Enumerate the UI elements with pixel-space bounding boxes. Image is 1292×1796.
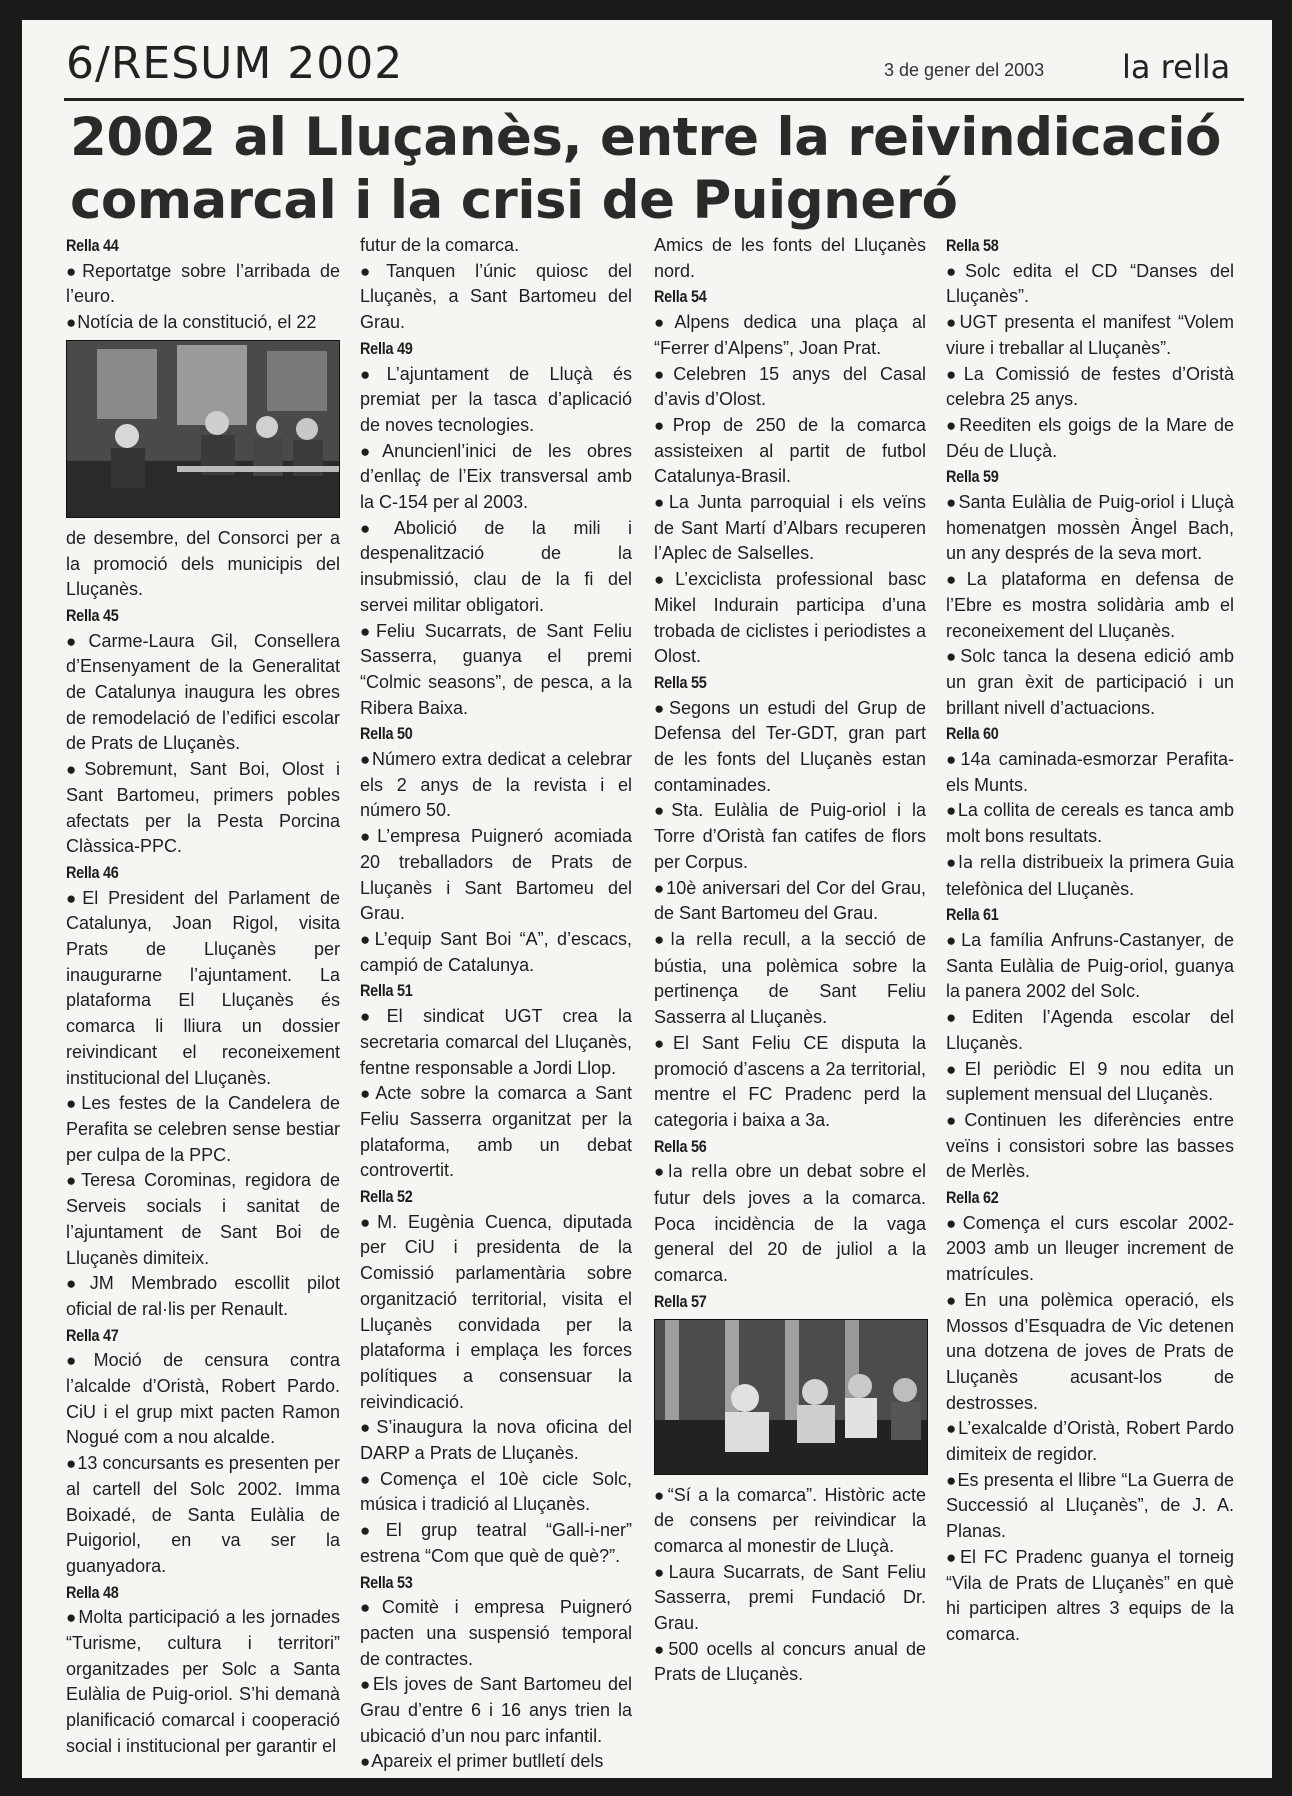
news-item: ● El President del Parlament de Catalunya, Joan Rigol, visita Prats de Lluçanès per inaugurarne l’ajuntament. La plataforma El Lluçanès és comarca li lliura un dossier reivindicant el reconeixement institucional del Lluçanès. bbox=[66, 886, 340, 1092]
news-item: ● Anuncienl’inici de les obres d’enllaç de l’Eix transversal amb la C-154 per al 2003. bbox=[360, 439, 632, 516]
news-item: ● Reediten els goigs de la Mare de Déu de Lluçà. bbox=[946, 413, 1234, 464]
column-3-bottom bbox=[654, 1483, 926, 1689]
news-item: ● Sta. Eulàlia de Puig-oriol i la Torre d’Oristà fan catifes de flors per Corpus. bbox=[654, 798, 926, 875]
news-item: ● Acte sobre la comarca a Sant Feliu Sasserra organitzat per la plataforma, amb un debat controvertit. bbox=[360, 1081, 632, 1184]
press-conference-photo bbox=[66, 340, 340, 518]
news-item: ● L’ajuntament de Lluçà és premiat per la tasca d’aplicació de noves tecnologies. bbox=[360, 362, 632, 439]
news-item: ● Comença el curs escolar 2002-2003 amb un lleuger increment de matrícules. bbox=[946, 1211, 1234, 1288]
news-item: ● Comença el 10è cicle Solc, música i tradició al Lluçanès. bbox=[360, 1467, 632, 1518]
news-item: ● La collita de cereals es tanca amb molt bons resultats. bbox=[946, 798, 1234, 849]
issue-heading: Rella 44 bbox=[66, 236, 119, 255]
news-item: ● Els joves de Sant Bartomeu del Grau d’entre 6 i 16 anys trien la ubicació d’un nou parc infantil. bbox=[360, 1672, 632, 1749]
section-label: 6/RESUM 2002 bbox=[66, 38, 404, 89]
news-item: ● Prop de 250 de la comarca assisteixen al partit de futbol Catalunya-Brasil. bbox=[654, 413, 926, 490]
news-item: ● Es presenta el llibre “La Guerra de Successió al Lluçanès”, de J. A. Planas. bbox=[946, 1468, 1234, 1545]
news-item: ● Feliu Sucarrats, de Sant Feliu Sasserra, guanya el premi “Colmic seasons”, de pesca, a la Ribera Baixa. bbox=[360, 619, 632, 722]
news-item: ● 500 ocells al concurs anual de Prats de Lluçanès. bbox=[654, 1637, 926, 1688]
news-item: ● Santa Eulàlia de Puig-oriol i Lluçà homenatgen mossèn Àngel Bach, un any després de la seva mort. bbox=[946, 490, 1234, 567]
news-item: ● Número extra dedicat a celebrar els 2 anys de la revista i el número 50. bbox=[360, 747, 632, 824]
news-item: ● Editen l’Agenda escolar del Lluçanès. bbox=[946, 1005, 1234, 1056]
news-item: ● Continuen les diferències entre veïns i consistori sobre las basses de Merlès. bbox=[946, 1108, 1234, 1185]
issue-heading: Rella 54 bbox=[654, 287, 707, 307]
news-item: ● Alpens dedica una plaça al “Ferrer d’Alpens”, Joan Prat. bbox=[654, 310, 926, 361]
column-4-text bbox=[946, 233, 1234, 1648]
news-item: ● Carme-Laura Gil, Consellera d’Ensenyament de la Generalitat de Catalunya inaugura les obres de remodelació de l’edifici escolar de Prats de Lluçanès. bbox=[66, 629, 340, 758]
news-item: ● Solc edita el CD “Danses del Lluçanès”. bbox=[946, 259, 1234, 310]
news-item: ● Les festes de la Candelera de Perafita se celebren sense bestiar per culpa de la PPC. bbox=[66, 1091, 340, 1168]
issue-heading: Rella 55 bbox=[654, 672, 707, 692]
news-item: ● Segons un estudi del Grup de Defensa del Ter-GDT, gran part de les fonts del Lluçanès estan contaminades. bbox=[654, 696, 926, 799]
issue-heading: Rella 51 bbox=[360, 981, 413, 1001]
page-header bbox=[64, 36, 1244, 101]
news-item: ● Notícia de la constitució, el 22 bbox=[66, 310, 340, 336]
issue-heading: Rella 60 bbox=[946, 724, 999, 744]
news-continuation: de desembre, del Consorci per a la promoció dels municipis del Lluçanès. bbox=[66, 527, 340, 600]
issue-heading: Rella 53 bbox=[360, 1572, 413, 1592]
issue-heading: Rella 56 bbox=[654, 1136, 707, 1156]
issue-heading: Rella 57 bbox=[654, 1291, 707, 1311]
issue-heading: Rella 62 bbox=[946, 1188, 999, 1208]
news-item: ● “Sí a la comarca”. Històric acte de consens per reivindicar la comarca al monestir de Lluçà. bbox=[654, 1483, 926, 1560]
issue-date: 3 de gener del 2003 bbox=[884, 60, 1045, 80]
news-item: ● Abolició de la mili i despenalització de la insubmissió, clau de la fi del servei militar obligatori. bbox=[360, 516, 632, 619]
news-item: ● La Junta parroquial i els veïns de Sant Martí d’Albars recuperen l’Aplec de Salselles. bbox=[654, 490, 926, 567]
column-3-top bbox=[654, 233, 926, 1315]
newspaper-page bbox=[22, 20, 1272, 1778]
news-item: ● En una polèmica operació, els Mossos d’Esquadra de Vic detenen una dotzena de joves de Prats de Lluçanès acusant-los de destrosses. bbox=[946, 1288, 1234, 1417]
news-item: ● Reportatge sobre l’arribada de l’euro. bbox=[66, 259, 340, 310]
issue-heading: Rella 58 bbox=[946, 236, 999, 255]
issue-heading: Rella 50 bbox=[360, 724, 413, 744]
news-item bbox=[654, 927, 926, 1031]
news-continuation: Amics de les fonts del Lluçanès nord. bbox=[654, 235, 926, 281]
news-item: ● M. Eugènia Cuenca, diputada per CiU i presidenta de la Comissió parlamentària sobre organització territorial, visita el Lluçanès convidada per la plataforma i emplaça les forces polítiques a consensuar la reivindicació. bbox=[360, 1210, 632, 1416]
issue-heading: Rella 48 bbox=[66, 1582, 119, 1602]
news-item bbox=[654, 1159, 926, 1289]
photo-scene bbox=[655, 1320, 927, 1474]
news-item: ● Sobremunt, Sant Boi, Olost i Sant Bartomeu, primers pobles afectats per la Pesta Porcina Clàssica-PPC. bbox=[66, 757, 340, 860]
issue-heading: Rella 49 bbox=[360, 338, 413, 358]
brand-name: la rella bbox=[958, 852, 1017, 873]
column-2-text bbox=[360, 233, 632, 1775]
issue-heading: Rella 52 bbox=[360, 1187, 413, 1207]
issue-heading: Rella 59 bbox=[946, 467, 999, 487]
brand-name: la rella bbox=[670, 929, 733, 950]
news-item: ● L’equip Sant Boi “A”, d’escacs, campió de Catalunya. bbox=[360, 927, 632, 978]
news-item: ● Laura Sucarrats, de Sant Feliu Sasserra, premi Fundació Dr. Grau. bbox=[654, 1560, 926, 1637]
news-item: ● S’inaugura la nova oficina del DARP a Prats de Lluçanès. bbox=[360, 1415, 632, 1466]
column-3 bbox=[654, 233, 926, 1688]
news-item: ● Moció de censura contra l’alcalde d’Oristà, Robert Pardo. CiU i el grup mixt pacten Ramon Nogué com a nou alcalde. bbox=[66, 1348, 340, 1451]
monastery-event-photo bbox=[654, 1319, 928, 1475]
news-item: ● 10è aniversari del Cor del Grau, de Sant Bartomeu del Grau. bbox=[654, 876, 926, 927]
news-item: ● Molta participació a les jornades “Turisme, cultura i territori” organitzades per Solc a Santa Eulàlia de Puig-oriol. S’hi demanà planificació comarcal i cooperació social i institucional per garantir el bbox=[66, 1605, 340, 1759]
news-item bbox=[946, 850, 1234, 902]
brand-name: la rella bbox=[1122, 48, 1231, 86]
news-item: ● La família Anfruns-Castanyer, de Santa Eulàlia de Puig-oriol, guanya la panera 2002 del Solc. bbox=[946, 928, 1234, 1005]
issue-heading: Rella 46 bbox=[66, 862, 119, 882]
news-item-text: distribueix la primera Guia telefònica del Lluçanès. bbox=[946, 851, 1234, 899]
issue-heading: Rella 47 bbox=[66, 1325, 119, 1345]
news-item-text: obre un debat sobre el futur dels joves a la comarca. Poca incidència de la vaga general del 20 de juliol a la comarca. bbox=[654, 1161, 926, 1286]
news-item: ● JM Membrado escollit pilot oficial de ral·lis per Renault. bbox=[66, 1271, 340, 1322]
news-item: ● Comitè i empresa Puigneró pacten una suspensió temporal de contractes. bbox=[360, 1595, 632, 1672]
headline: 2002 al Lluçanès, entre la reivindicació comarcal i la crisi de Puigneró bbox=[70, 107, 1221, 231]
news-item: ● UGT presenta el manifest “Volem viure i treballar al Lluçanès”. bbox=[946, 310, 1234, 361]
column-1 bbox=[66, 233, 340, 1760]
news-item: ● Teresa Corominas, regidora de Serveis socials i sanitat de l’ajuntament de Sant Boi de Lluçanès dimiteix. bbox=[66, 1168, 340, 1271]
news-item: ● Celebren 15 anys del Casal d’avis d’Olost. bbox=[654, 362, 926, 413]
issue-heading: Rella 61 bbox=[946, 905, 999, 925]
photo-scene bbox=[67, 341, 339, 517]
column-2 bbox=[360, 233, 632, 1775]
news-item: ● El grup teatral “Gall-i-ner” estrena “Com que què de què?”. bbox=[360, 1518, 632, 1569]
news-item: ● 13 concursants es presenten per al cartell del Solc 2002. Imma Boixadé, de Santa Eulàlia de Puigoriol, en va ser la guanyadora. bbox=[66, 1451, 340, 1580]
column-4 bbox=[946, 233, 1234, 1648]
news-item: ● 14a caminada-esmorzar Perafita-els Munts. bbox=[946, 747, 1234, 798]
column-1-bottom bbox=[66, 526, 340, 1760]
brand-name: la rella bbox=[667, 1162, 728, 1183]
news-item: ● L’exciclista professional basc Mikel Indurain participa d’una trobada de ciclistes i periodistes a Olost. bbox=[654, 567, 926, 670]
news-item: ● L’empresa Puigneró acomiada 20 treballadors de Prats de Lluçanès i Sant Bartomeu del Grau. bbox=[360, 824, 632, 927]
news-continuation: futur de la comarca. bbox=[360, 235, 520, 255]
news-item: ● El FC Pradenc guanya el torneig “Vila de Prats de Lluçanès” en què hi participen altres 3 equips de la comarca. bbox=[946, 1545, 1234, 1648]
news-item: ● El periòdic El 9 nou edita un suplement mensual del Lluçanès. bbox=[946, 1057, 1234, 1108]
news-item: ● Solc tanca la desena edició amb un gran èxit de participació i un brillant nivell d’actuacions. bbox=[946, 644, 1234, 721]
news-item-text: recull, a la secció de bústia, una polèmica sobre la pertinença de Sant Feliu Sasserra al Lluçanès. bbox=[654, 928, 926, 1028]
news-item: ● Apareix el primer butlletí dels bbox=[360, 1749, 632, 1775]
news-item: ● El sindicat UGT crea la secretaria comarcal del Lluçanès, fentne responsable a Jordi Llop. bbox=[360, 1004, 632, 1081]
news-item: ● La Comissió de festes d’Oristà celebra 25 anys. bbox=[946, 362, 1234, 413]
news-item: ● L’exalcalde d’Oristà, Robert Pardo dimiteix de regidor. bbox=[946, 1416, 1234, 1467]
news-item: ● La plataforma en defensa de l’Ebre es mostra solidària amb el reconeixement del Lluçanès. bbox=[946, 567, 1234, 644]
news-item: ● El Sant Feliu CE disputa la promoció d’ascens a 2a territorial, mentre el FC Pradenc perd la categoria i baixa a 3a. bbox=[654, 1031, 926, 1134]
news-item: ● Tanquen l’únic quiosc del Lluçanès, a Sant Bartomeu del Grau. bbox=[360, 259, 632, 336]
column-1-top bbox=[66, 233, 340, 336]
issue-heading: Rella 45 bbox=[66, 605, 119, 625]
